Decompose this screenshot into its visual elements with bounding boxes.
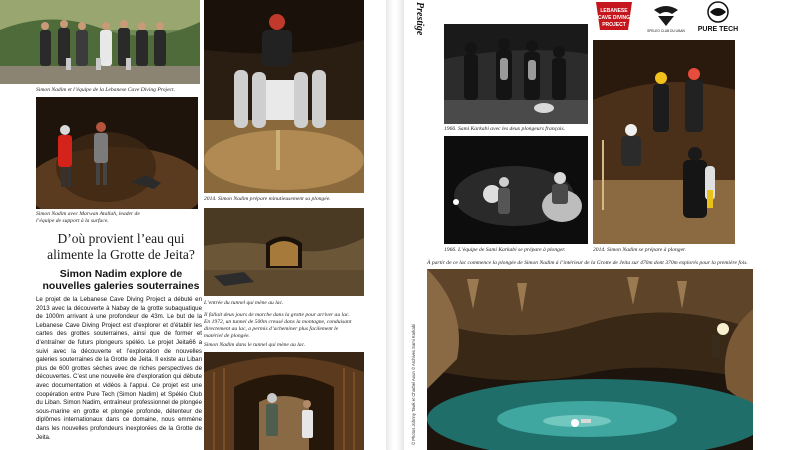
preparing-caption: 2014. Simon Nadim prépare minutieusement sa plongée. [204,196,331,202]
karkabi-1966-photo [444,136,588,244]
lake-photo [427,269,753,450]
tunnel-lake-caption: Simon Nadim dans le tunnel qui mène au lac. [204,342,306,348]
team-caption: Simon Nadim et l’équipe de la Lebanese Cave Diving Project. [36,87,175,93]
speleo-club-logo [646,0,686,34]
puretech-label: PURE TECH [697,26,739,33]
karkabi-1966-caption: 1966. L’équipe de Sami Karkabi se prépare à plonger. [444,247,566,253]
lcdp-logo-line1: LEBANESE [600,8,628,14]
masthead-text: Prestige [414,2,425,36]
lcdp-logo-line3: PROJECT [602,22,626,28]
divers-1966-photo [444,24,588,124]
divers-1966-caption: 1966. Sami Karkabi avec les deux plongeurs français. [444,126,566,132]
lcdp-logo-line2: CAVE DIVING [597,15,631,21]
walk-text: Il fallait deux jours de marche dans la grotte pour arriver au lac. En 1972, un tunnel de 500m creusé dans la montagne, conduisant directement au lac, a permis d’acheminer plus facilement le matériel de plongée. [204,312,352,339]
puretech-logo [696,0,740,34]
article-subheadline: Simon Nadim explore de nouvelles galeries souterraines [42,268,200,292]
nadim-2014-caption: 2014. Simon Nadim se prépare à plonger. [593,247,687,253]
speleo-club-label: SPELEO CLUB DU LIBAN [647,29,685,33]
article-headline: D’où provient l’eau qui alimente la Grotte de Jeita? [47,231,195,262]
photo-credit [411,285,421,445]
body-paragraph: Le projet de la Lebanese Cave Diving Project a débuté en 2013 avec la découverte à Nabay de la grotte subaquatique de 1000m arrivant à une profondeur de 43m. Le but de la Lebanese Cave Diving Project est d’explorer et d’établir les cartes des grottes souterraines, ainsi que de former et d’entraîner de futurs plongeurs spéléo. Le projet Jeita66 a suivi avec la découverte et l’exploration de nouvelles galeries souterraines de la Grotte de Jeita. Il existe au Liban plus de 600 grottes sèches avec de riches perspectives de découvertes. C’est une nouvelle ère d’exploration qui débute avec documentation et vidéos à l’appui. Ce projet est une coopération entre Pure Tech (Simon Nadim) et Spéléo Club du Liban. Simon Nadim, entraîneur professionnel de plongée sous-marine en grotte et plongée profonde, détenteur de diplômes internationaux dans ce domaine, nous emmène dans les nouvelles profondeurs inexplorées de la Grotte de Jeita. [36,296,202,441]
marwan-caption: Simon Nadim avec Marwan Atallah, leader de l’équipe de support à la surface. [36,211,140,224]
photo-credit-text: © Photos Johnny Tawk et Charbel Aoun © Archives Sami Karkabi [411,323,416,445]
tunnel-entrance-caption: L’entrée du tunnel qui mène au lac. [204,300,284,306]
masthead [411,2,427,42]
lake-dive-caption: À partir de ce lac commence la plongée de Simon Nadim à l’intérieur de la Grotte de Jeita sur 470m dont 370m explorés pour la première fois. [427,260,748,266]
nadim-2014-photo [593,40,735,244]
lcdp-logo [594,0,634,34]
